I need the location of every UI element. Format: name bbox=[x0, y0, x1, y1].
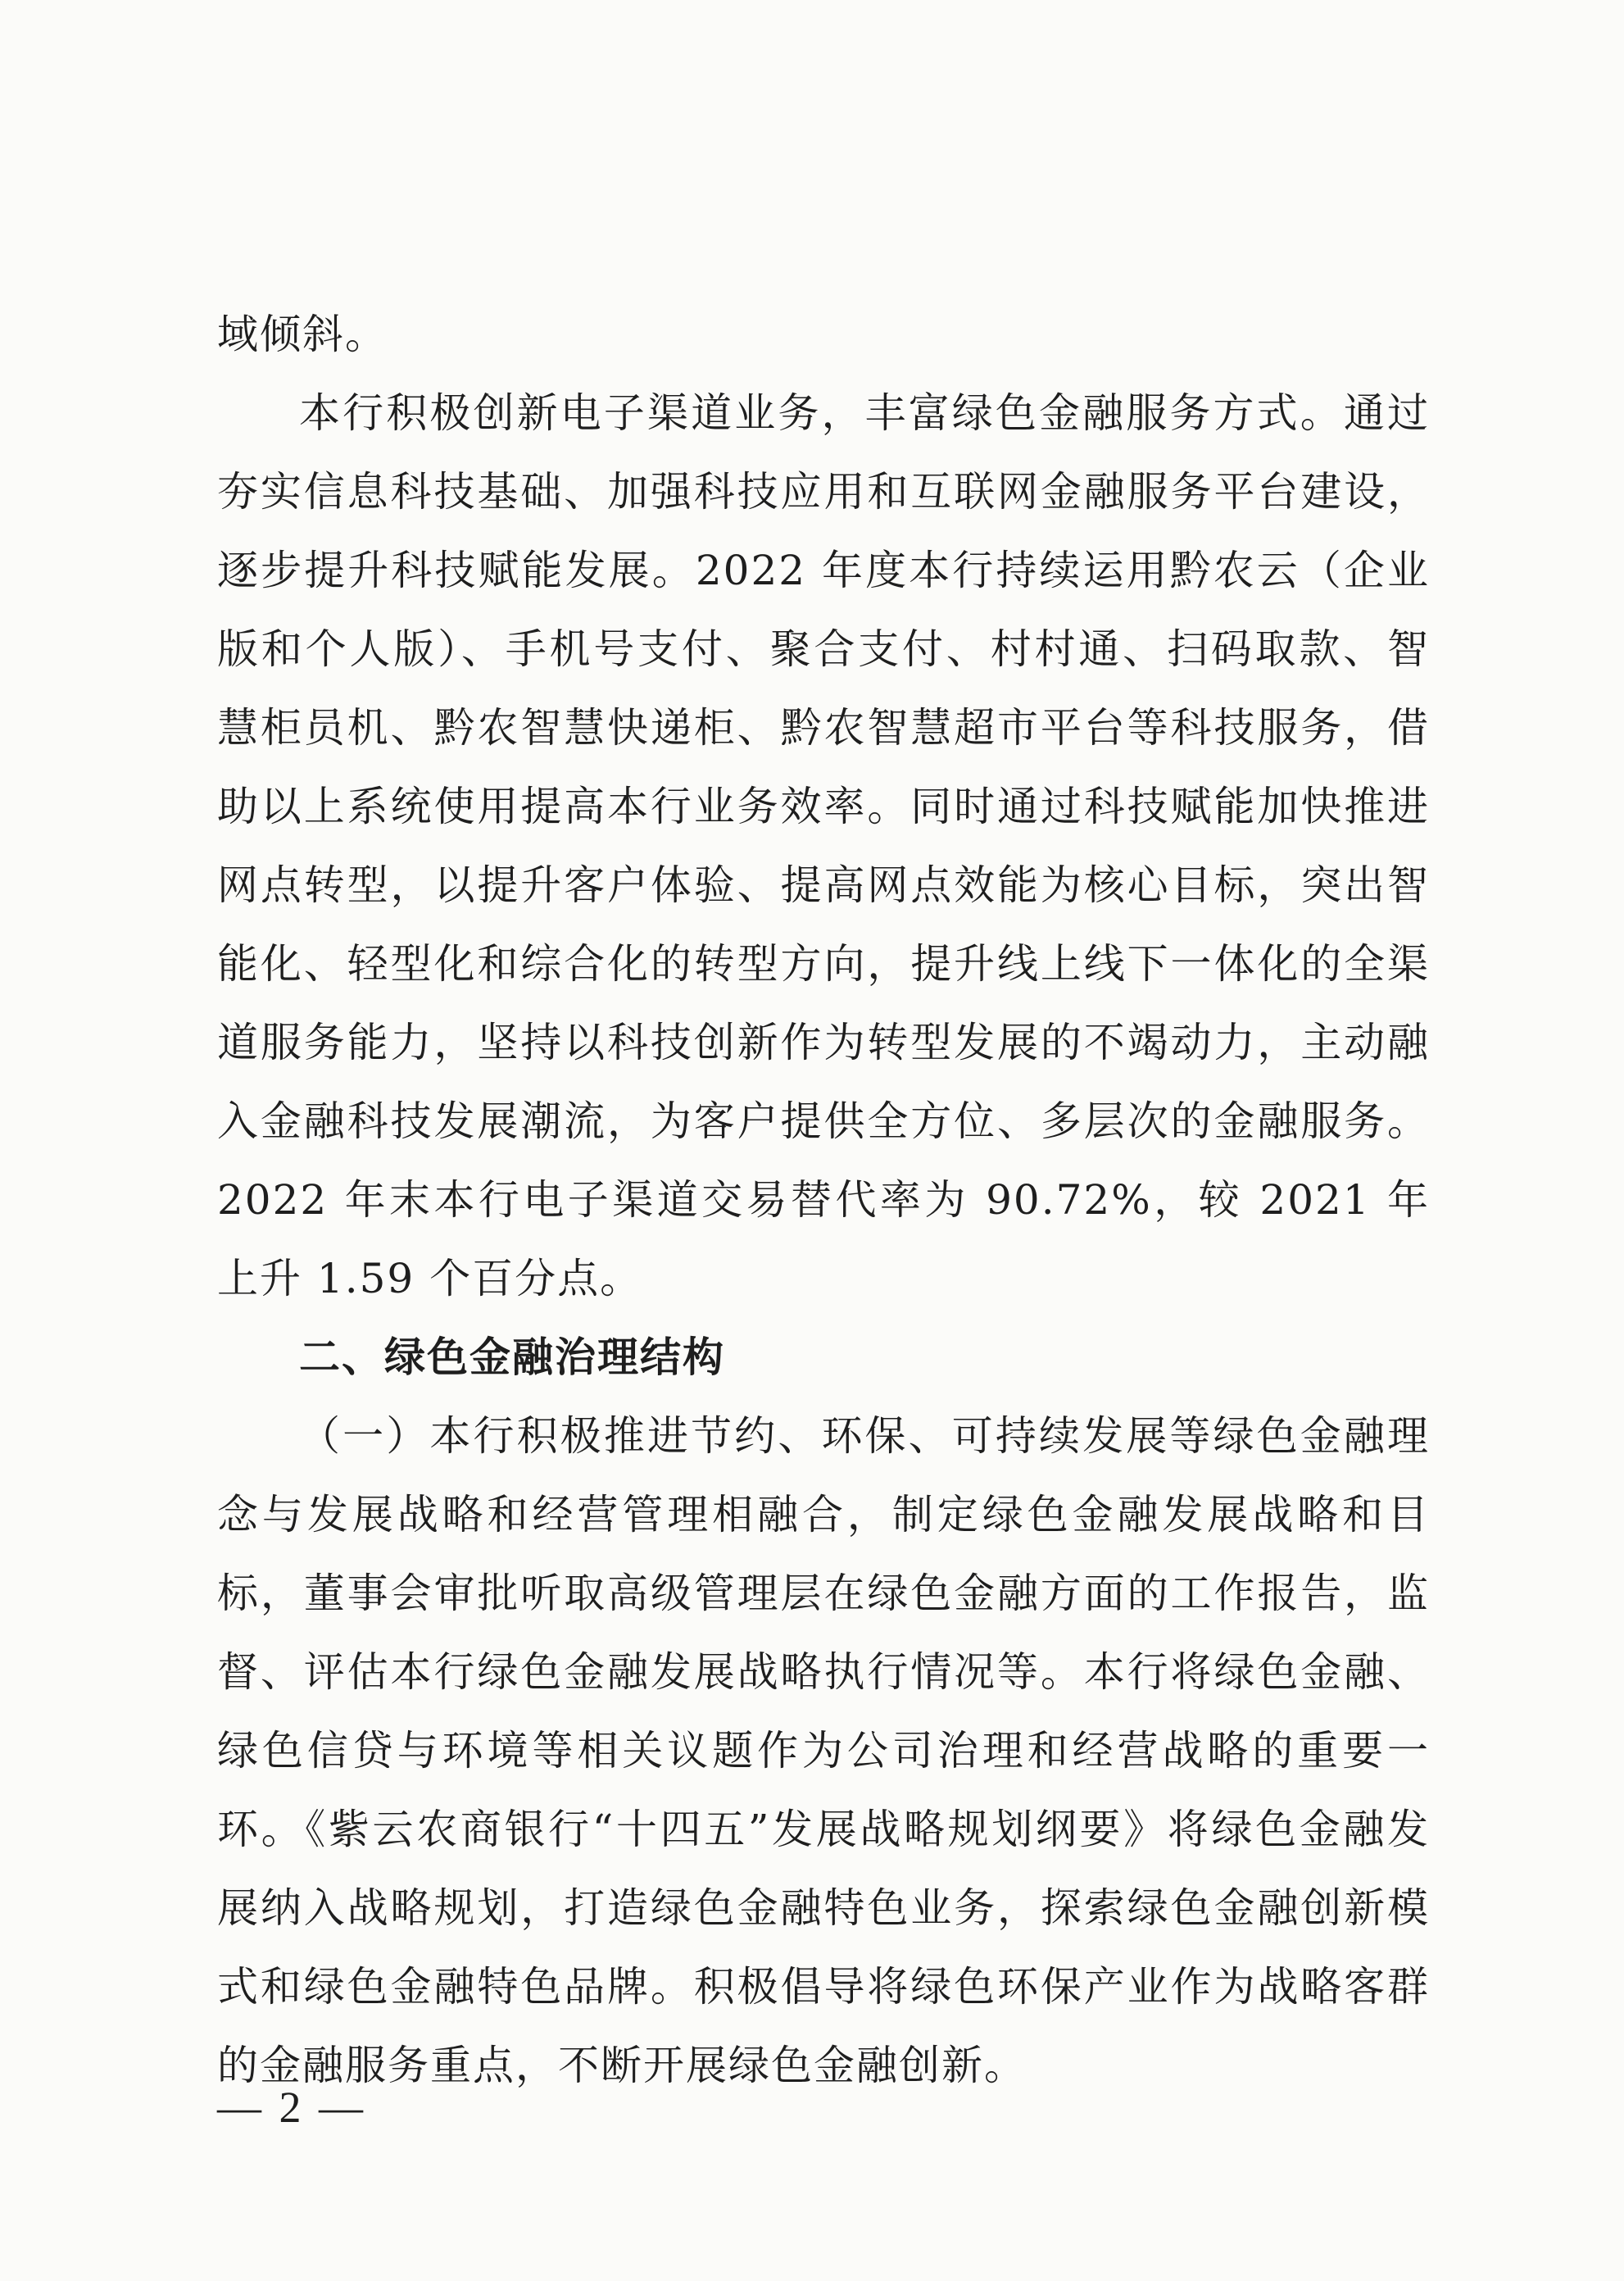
document-body bbox=[217, 295, 1430, 2105]
paragraph-continuation: 域倾斜。 bbox=[217, 311, 388, 358]
page-number: — 2 — bbox=[217, 2083, 366, 2132]
section-heading-governance: 二、绿色金融治理结构 bbox=[299, 1334, 725, 1381]
paragraph-electronic-channels: 本行积极创新电子渠道业务，丰富绿色金融服务方式。通过夯实信息科技基础、加强科技应用和互联网金融服务平台建设，逐步提升科技赋能发展。2022 年度本行持续运用黔农云（企业版和个人版）、手机号支付、聚合支付、村村通、扫码取款、智慧柜员机、黔农智慧快递柜、黔农智慧超市平台等科技服务，借助以上系统使用提高本行业务效率。同时通过科技赋能加快推进网点转型，以提升客户体验、提高网点效能为核心目标，突出智能化、轻型化和综合化的转型方向，提升线上线下一体化的全渠道服务能力，坚持以科技创新作为转型发展的不竭动力，主动融入金融科技发展潮流，为客户提供全方位、多层次的金融服务。2022 年末本行电子渠道交易替代率为 90.72%，较 2021 年上升 1.59 个百分点。 bbox=[217, 389, 1430, 1302]
paragraph-governance-one: （一）本行积极推进节约、环保、可持续发展等绿色金融理念与发展战略和经营管理相融合，制定绿色金融发展战略和目标，董事会审批听取高级管理层在绿色金融方面的工作报告，监督、评估本行绿色金融发展战略执行情况等。本行将绿色金融、绿色信贷与环境等相关议题作为公司治理和经营战略的重要一环。《紫云农商银行“十四五”发展战略规划纲要》将绿色金融发展纳入战略规划，打造绿色金融特色业务，探索绿色金融创新模式和绿色金融特色品牌。积极倡导将绿色环保产业作为战略客群的金融服务重点，不断开展绿色金融创新。 bbox=[217, 1412, 1430, 2089]
